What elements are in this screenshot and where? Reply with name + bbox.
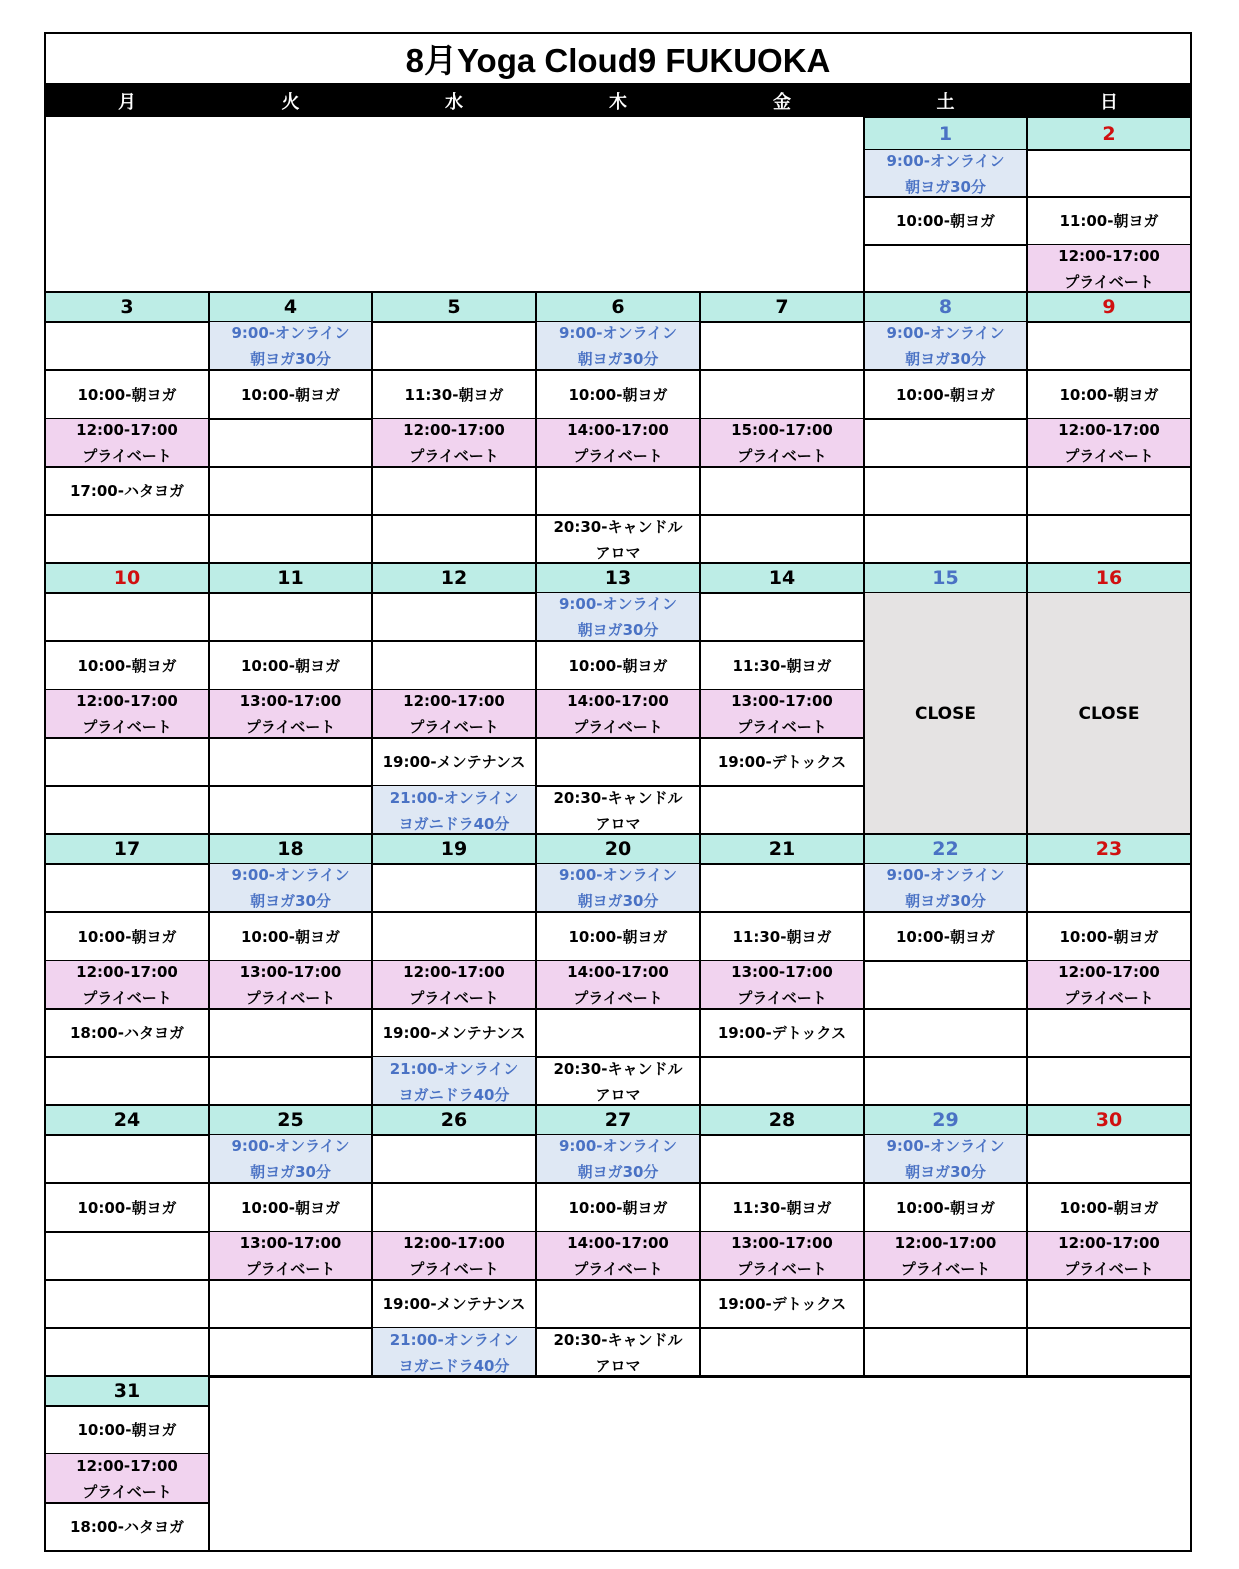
class-slot: 10:00-朝ヨガ: [241, 927, 340, 946]
class-slot: 10:00-朝ヨガ: [568, 1198, 668, 1217]
class-slot: 19:00-デトックス: [717, 1295, 847, 1313]
weekday-header: 水: [372, 84, 536, 117]
online-class-slot: 9:00-オンライン 朝ヨガ30分: [536, 593, 700, 641]
empty-slot: [700, 1135, 864, 1183]
class-slot: 10:00-朝ヨガ: [568, 656, 668, 675]
grid-line: [863, 291, 1028, 293]
grid-line: [699, 1104, 701, 1377]
empty-slot: [536, 467, 700, 515]
private-session-slot: 12:00-17:00 プライベート: [1027, 1232, 1191, 1280]
empty-slot: [1027, 1009, 1191, 1057]
empty-slot: [1027, 1135, 1191, 1183]
empty-slot: [700, 467, 864, 515]
class-slot: 11:30-朝ヨガ: [732, 1198, 832, 1217]
empty-slot: [700, 322, 864, 370]
empty-slot: [209, 1009, 372, 1057]
online-class-slot: 21:00-オンライン ヨガニドラ40分: [372, 1328, 536, 1377]
grid-line: [535, 833, 701, 835]
weekday-header: 日: [1027, 84, 1191, 117]
empty-slot: [700, 1328, 864, 1377]
empty-slot: [372, 593, 536, 641]
private-session-slot: 14:00-17:00 プライベート: [536, 1232, 700, 1280]
grid-line: [863, 116, 865, 293]
grid-line: [1026, 116, 1028, 293]
grid-line: [208, 1104, 210, 1377]
grid-line: [863, 291, 865, 564]
date-cell: 11: [209, 563, 372, 593]
weekday-header: 木: [536, 84, 700, 117]
calendar-title: 8月Yoga Cloud9 FUKUOKA: [45, 33, 1191, 84]
date-cell: 31: [45, 1376, 209, 1406]
grid-line: [535, 562, 701, 564]
empty-slot: [864, 1328, 1027, 1377]
class-slot: 10:00-朝ヨガ: [77, 1421, 177, 1439]
grid-line: [208, 1375, 1192, 1377]
class-slot: 10:00-朝ヨガ: [568, 927, 668, 946]
date-cell: 19: [372, 834, 536, 864]
empty-slot: [45, 1328, 209, 1377]
grid-line: [535, 1104, 701, 1106]
empty-slot: [45, 864, 209, 912]
empty-slot: [700, 593, 864, 641]
date-cell: 1: [864, 117, 1027, 150]
empty-slot: [536, 1280, 700, 1328]
date-cell: 15: [864, 563, 1027, 593]
empty-slot: [45, 786, 209, 835]
grid-line: [1026, 291, 1028, 564]
date-cell: 24: [45, 1105, 209, 1135]
empty-slot: [864, 1009, 1027, 1057]
private-session-slot: 12:00-17:00 プライベート: [372, 419, 536, 467]
grid-line: [1026, 1104, 1192, 1106]
date-cell: 21: [700, 834, 864, 864]
empty-slot: [864, 1280, 1027, 1328]
private-session-slot: 13:00-17:00 プライベート: [700, 690, 864, 738]
class-slot: 10:00-朝ヨガ: [896, 1198, 995, 1217]
grid-line: [535, 1104, 537, 1377]
empty-slot: [209, 467, 372, 515]
class-slot: 10:00-朝ヨガ: [896, 927, 995, 946]
empty-slot: [45, 593, 209, 641]
date-cell: 14: [700, 563, 864, 593]
online-class-slot: 9:00-オンライン 朝ヨガ30分: [864, 150, 1027, 197]
class-slot: 10:00-朝ヨガ: [1059, 927, 1159, 946]
private-session-slot: 12:00-17:00 プライベート: [1027, 245, 1191, 292]
empty-slot: [45, 322, 209, 370]
closed-cell: CLOSE: [864, 593, 1027, 834]
grid-line: [1026, 562, 1028, 835]
private-session-slot: 12:00-17:00 プライベート: [864, 1232, 1027, 1280]
empty-slot: [209, 738, 372, 786]
grid-line: [863, 1104, 1028, 1106]
grid-line: [699, 562, 865, 564]
empty-slot: [1027, 515, 1191, 564]
class-slot: 10:00-朝ヨガ: [77, 1198, 177, 1217]
online-class-slot: 9:00-オンライン 朝ヨガ30分: [536, 1135, 700, 1183]
empty-slot: [700, 370, 864, 419]
class-slot: 19:00-デトックス: [717, 1024, 847, 1042]
private-session-slot: 13:00-17:00 プライベート: [700, 961, 864, 1009]
class-slot: 19:00-メンテナンス: [382, 1295, 526, 1313]
grid-line: [371, 833, 373, 1106]
date-cell: 6: [536, 292, 700, 322]
empty-slot: [372, 912, 536, 961]
class-slot: 10:00-朝ヨガ: [241, 656, 340, 675]
private-session-slot: 12:00-17:00 プライベート: [1027, 961, 1191, 1009]
date-cell: 5: [372, 292, 536, 322]
online-class-slot: 9:00-オンライン 朝ヨガ30分: [864, 322, 1027, 370]
empty-slot: [700, 1057, 864, 1106]
grid-line: [208, 291, 373, 293]
grid-line: [208, 1375, 210, 1552]
private-session-slot: 14:00-17:00 プライベート: [536, 419, 700, 467]
private-session-slot: 13:00-17:00 プライベート: [209, 961, 372, 1009]
class-slot: 19:00-デトックス: [717, 753, 847, 771]
empty-slot: [45, 1057, 209, 1106]
grid-line: [208, 833, 373, 835]
online-class-slot: 9:00-オンライン 朝ヨガ30分: [209, 1135, 372, 1183]
empty-slot: [372, 1135, 536, 1183]
grid-line: [371, 833, 537, 835]
grid-line: [1026, 116, 1192, 118]
private-session-slot: 12:00-17:00 プライベート: [45, 690, 209, 738]
class-slot: 18:00-ハタヨガ: [70, 1024, 184, 1042]
empty-slot: [700, 864, 864, 912]
weekday-header: 金: [700, 84, 864, 117]
date-cell: 3: [45, 292, 209, 322]
private-session-slot: 12:00-17:00 プライベート: [1027, 419, 1191, 467]
grid-line: [208, 562, 373, 564]
date-cell: 4: [209, 292, 372, 322]
empty-slot: [372, 515, 536, 564]
grid-line: [208, 1104, 373, 1106]
online-class-slot: 9:00-オンライン 朝ヨガ30分: [864, 864, 1027, 912]
grid-line: [371, 291, 537, 293]
private-session-slot: 13:00-17:00 プライベート: [700, 1232, 864, 1280]
grid-line: [863, 833, 865, 1106]
date-cell: 10: [45, 563, 209, 593]
class-slot: 11:30-朝ヨガ: [404, 385, 504, 404]
date-cell: 2: [1027, 117, 1191, 150]
class-slot: 18:00-ハタヨガ: [70, 1518, 184, 1536]
empty-slot: [372, 641, 536, 690]
grid-line: [44, 1375, 210, 1377]
empty-slot: [209, 1328, 372, 1377]
grid-line: [535, 291, 537, 564]
schedule-calendar: [45, 33, 1191, 1551]
grid-line: [863, 562, 1028, 564]
grid-line: [1026, 833, 1028, 1106]
grid-line: [44, 1104, 210, 1106]
date-cell: 12: [372, 563, 536, 593]
date-cell: 30: [1027, 1105, 1191, 1135]
grid-line: [208, 291, 210, 564]
grid-line: [699, 1104, 865, 1106]
empty-slot: [1027, 322, 1191, 370]
private-session-slot: 12:00-17:00 プライベート: [45, 1454, 209, 1503]
private-session-slot: 12:00-17:00 プライベート: [45, 419, 209, 467]
online-class-slot: 9:00-オンライン 朝ヨガ30分: [536, 864, 700, 912]
empty-slot: [864, 515, 1027, 564]
empty-slot: [864, 1057, 1027, 1106]
class-slot: 10:00-朝ヨガ: [241, 1198, 340, 1217]
grid-line: [1026, 833, 1192, 835]
online-class-slot: 9:00-オンライン 朝ヨガ30分: [209, 322, 372, 370]
private-session-slot: 12:00-17:00 プライベート: [372, 961, 536, 1009]
grid-line: [1026, 562, 1192, 564]
empty-slot: [536, 1009, 700, 1057]
empty-slot: [864, 419, 1027, 467]
grid-line: [1026, 291, 1192, 293]
empty-slot: [1027, 1057, 1191, 1106]
weekday-header: 月: [45, 84, 209, 117]
private-session-slot: 12:00-17:00 プライベート: [372, 1232, 536, 1280]
empty-slot: [372, 467, 536, 515]
grid-line: [699, 291, 701, 564]
private-session-slot: 12:00-17:00 プライベート: [45, 961, 209, 1009]
empty-slot: [864, 245, 1027, 292]
grid-line: [1190, 32, 1192, 1552]
grid-line: [44, 833, 210, 835]
class-slot: 10:00-朝ヨガ: [896, 385, 995, 404]
grid-line: [371, 1104, 537, 1106]
empty-slot: [45, 1135, 209, 1183]
grid-line: [208, 833, 210, 1106]
date-cell: 16: [1027, 563, 1191, 593]
date-cell: 18: [209, 834, 372, 864]
empty-slot: [372, 864, 536, 912]
class-slot: 10:00-朝ヨガ: [77, 656, 177, 675]
grid-line: [371, 562, 373, 835]
class-slot: 20:30-キャンドル アロマ: [553, 788, 683, 833]
date-cell: 8: [864, 292, 1027, 322]
date-cell: 26: [372, 1105, 536, 1135]
empty-slot: [209, 515, 372, 564]
grid-line: [863, 1104, 865, 1377]
date-cell: 28: [700, 1105, 864, 1135]
private-session-slot: 13:00-17:00 プライベート: [209, 690, 372, 738]
empty-slot: [700, 515, 864, 564]
empty-slot: [209, 593, 372, 641]
date-cell: 25: [209, 1105, 372, 1135]
grid-line: [535, 562, 537, 835]
grid-line: [699, 833, 701, 1106]
grid-line: [535, 291, 701, 293]
empty-slot: [209, 1280, 372, 1328]
empty-slot: [209, 786, 372, 835]
date-cell: 9: [1027, 292, 1191, 322]
class-slot: 10:00-朝ヨガ: [568, 385, 668, 404]
class-slot: 11:30-朝ヨガ: [732, 656, 832, 675]
empty-slot: [700, 786, 864, 835]
class-slot: 11:30-朝ヨガ: [732, 927, 832, 946]
private-session-slot: 13:00-17:00 プライベート: [209, 1232, 372, 1280]
class-slot: 19:00-メンテナンス: [382, 753, 526, 771]
date-cell: 22: [864, 834, 1027, 864]
date-cell: 27: [536, 1105, 700, 1135]
class-slot: 10:00-朝ヨガ: [1059, 385, 1159, 404]
grid-line: [44, 291, 210, 293]
date-cell: 20: [536, 834, 700, 864]
empty-slot: [1027, 1280, 1191, 1328]
private-session-slot: 15:00-17:00 プライベート: [700, 419, 864, 467]
grid-line: [371, 562, 537, 564]
class-slot: 20:30-キャンドル アロマ: [553, 517, 683, 562]
class-slot: 17:00-ハタヨガ: [70, 482, 184, 500]
grid-line: [44, 32, 46, 1552]
grid-line: [699, 833, 865, 835]
grid-line: [1026, 1104, 1028, 1377]
grid-line: [535, 833, 537, 1106]
grid-line: [699, 562, 701, 835]
class-slot: 11:00-朝ヨガ: [1059, 212, 1159, 230]
grid-line: [863, 562, 865, 835]
class-slot: 10:00-朝ヨガ: [77, 927, 177, 946]
grid-line: [371, 1104, 373, 1377]
empty-slot: [209, 1057, 372, 1106]
date-cell: 23: [1027, 834, 1191, 864]
weekday-header: 火: [209, 84, 372, 117]
online-class-slot: 21:00-オンライン ヨガニドラ40分: [372, 786, 536, 835]
date-cell: 17: [45, 834, 209, 864]
weekday-header: 土: [864, 84, 1027, 117]
private-session-slot: 14:00-17:00 プライベート: [536, 690, 700, 738]
closed-cell: CLOSE: [1027, 593, 1191, 834]
class-slot: 10:00-朝ヨガ: [241, 385, 340, 404]
empty-slot: [1027, 864, 1191, 912]
class-slot: 10:00-朝ヨガ: [896, 212, 995, 230]
empty-slot: [864, 467, 1027, 515]
private-session-slot: 14:00-17:00 プライベート: [536, 961, 700, 1009]
grid-line: [44, 1550, 1192, 1552]
empty-slot: [1027, 150, 1191, 197]
empty-slot: [536, 738, 700, 786]
empty-slot: [45, 738, 209, 786]
class-slot: 19:00-メンテナンス: [382, 1024, 526, 1042]
empty-slot: [1027, 467, 1191, 515]
empty-slot: [864, 961, 1027, 1009]
empty-slot: [45, 1232, 209, 1280]
empty-slot: [45, 1280, 209, 1328]
grid-line: [371, 291, 373, 564]
grid-line: [208, 562, 210, 835]
private-session-slot: 12:00-17:00 プライベート: [372, 690, 536, 738]
online-class-slot: 9:00-オンライン 朝ヨガ30分: [209, 864, 372, 912]
grid-line: [44, 562, 210, 564]
grid-line: [863, 116, 1028, 118]
grid-line: [863, 833, 1028, 835]
class-slot: 20:30-キャンドル アロマ: [553, 1059, 683, 1104]
online-class-slot: 9:00-オンライン 朝ヨガ30分: [864, 1135, 1027, 1183]
online-class-slot: 21:00-オンライン ヨガニドラ40分: [372, 1057, 536, 1106]
date-cell: 7: [700, 292, 864, 322]
date-cell: 29: [864, 1105, 1027, 1135]
empty-slot: [45, 515, 209, 564]
empty-slot: [372, 1183, 536, 1232]
date-cell: 13: [536, 563, 700, 593]
class-slot: 10:00-朝ヨガ: [1059, 1198, 1159, 1217]
grid-line: [44, 32, 1192, 34]
online-class-slot: 9:00-オンライン 朝ヨガ30分: [536, 322, 700, 370]
class-slot: 10:00-朝ヨガ: [77, 385, 177, 404]
empty-slot: [209, 419, 372, 467]
empty-slot: [372, 322, 536, 370]
empty-slot: [1027, 1328, 1191, 1377]
grid-line: [699, 291, 865, 293]
class-slot: 20:30-キャンドル アロマ: [553, 1330, 683, 1375]
